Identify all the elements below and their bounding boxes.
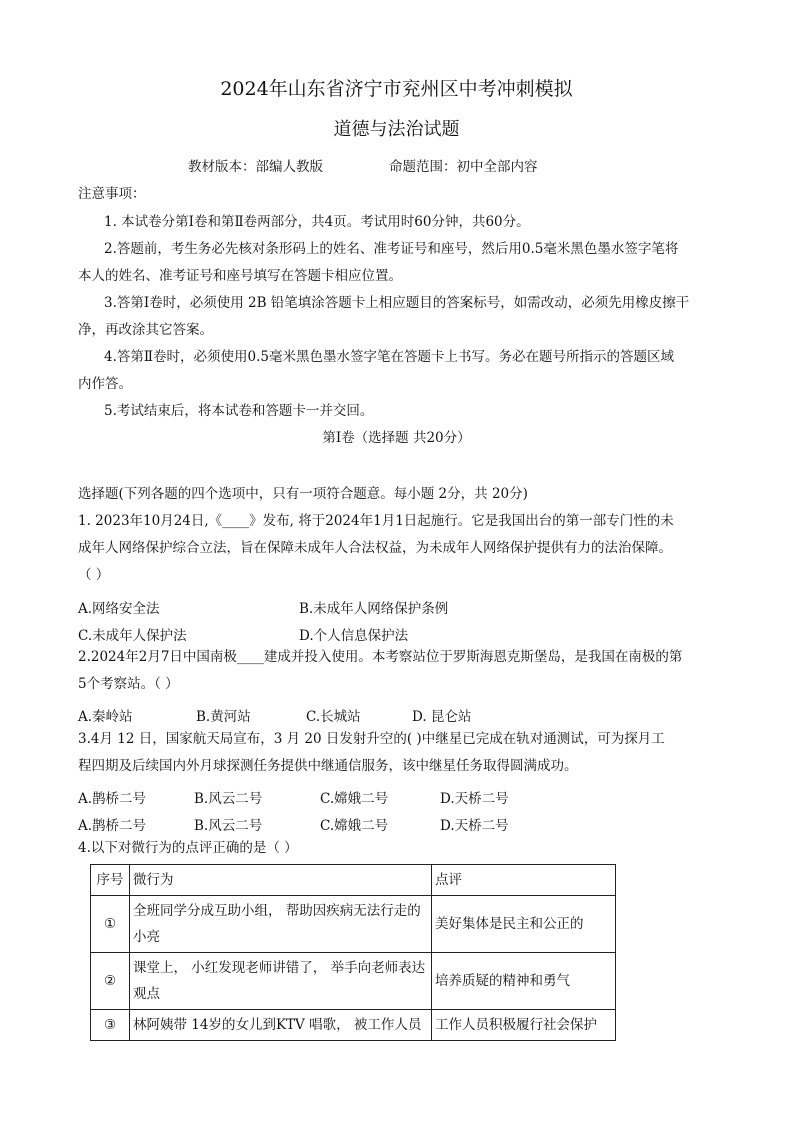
q3-option-b: B.风云二号 [194, 818, 263, 834]
q3-option-c: C.嫦娥二号 [320, 818, 389, 834]
row-number: ① [91, 896, 130, 953]
section-instruction: 选择题(下列各题的四个选项中，只有一项符合题意。每小题 2分，共 20分) [78, 486, 528, 502]
question-1-line: 1. 2023年10月24日,《____》发布, 将于2024年1月1日起施行。它是我国出台的第一部专门性的未 [78, 513, 674, 529]
exam-title: 2024年山东省济宁市兖州区中考冲刺模拟 [220, 78, 573, 100]
table-row [91, 896, 616, 953]
textbook-edition: 教材版本：部编人教版 [188, 159, 323, 175]
behavior-text: 全班同学分成互助小组， 帮助因疾病无法行走的小亮 [133, 903, 421, 945]
q3-option-c: C.嫦娥二号 [320, 791, 389, 807]
row-number: ③ [91, 1010, 130, 1041]
q2-option-d: D. 昆仑站 [412, 709, 472, 725]
q4-table [90, 864, 616, 1041]
section-title: 第Ⅰ卷（选择题 共20分） [322, 430, 471, 446]
q2-option-b: B.黄河站 [196, 709, 251, 725]
row-behavior: 林阿姨带 14岁的女儿到KTV 唱歌， 被工作人员 [130, 1010, 432, 1041]
question-2-line: 5个考察站。（ ） [78, 676, 179, 692]
row-comment: 培养质疑的精神和勇气 [432, 953, 616, 1010]
question-1-line: 成年人网络保护综合立法，旨在保障未成年人合法权益，为未成年人网络保护提供有力的法治保障。 [78, 540, 672, 556]
q3-option-d: D.天桥二号 [440, 818, 509, 834]
row-comment: 美好集体是民主和公正的 [432, 896, 616, 953]
table-row [91, 1010, 616, 1041]
q3-option-b: B.风云二号 [194, 791, 263, 807]
question-1-blank: （ ） [78, 567, 110, 583]
row-behavior [130, 896, 432, 953]
header-number: 序号 [91, 865, 130, 896]
exam-scope: 命题范围：初中全部内容 [389, 159, 538, 175]
q1-option-d: D.个人信息保护法 [299, 628, 409, 644]
row-comment: 工作人员积极履行社会保护 [432, 1010, 616, 1041]
table-row [91, 953, 616, 1010]
row-behavior [130, 953, 432, 1010]
exam-subtitle: 道德与法治试题 [333, 119, 460, 140]
note-item: 3.答第Ⅰ卷时，必须使用 2B 铅笔填涂答题卡上相应题目的答案标号，如需改动，必须先用橡皮擦干 [104, 295, 690, 311]
q2-option-a: A.秦岭站 [78, 709, 133, 725]
question-4-stem: 4.以下对微行为的点评正确的是（ ） [78, 840, 298, 856]
q3-option-a: A.鹊桥二号 [78, 791, 147, 807]
q1-option-a: A.网络安全法 [78, 601, 160, 617]
q1-option-b: B.未成年人网络保护条例 [299, 601, 449, 617]
question-2-line: 2.2024年2月7日中国南极____建成并投入使用。本考察站位于罗斯海恩克斯堡岛，是我国在南极的第 [78, 649, 683, 665]
header-behavior: 微行为 [130, 865, 432, 896]
question-3-line: 程四期及后续国内外月球探测任务提供中继通信服务，该中继星任务取得圆满成功。 [78, 758, 578, 774]
note-item: 5.考试结束后，将本试卷和答题卡一并交回。 [104, 403, 374, 419]
note-item: 4.答第Ⅱ卷时，必须使用0.5毫米黑色墨水签字笔在答题卡上书写。务必在题号所指示的答题区域 [104, 349, 675, 365]
q2-option-c: C.长城站 [306, 709, 361, 725]
question-3-line: 3.4月 12 日，国家航天局宣布，3 月 20 日发射升空的( )中继星已完成在轨对通测试，可为探月工 [78, 731, 665, 747]
q1-option-c: C.未成年人保护法 [78, 628, 187, 644]
header-comment: 点评 [432, 865, 616, 896]
note-item: 2.答题前，考生务必先核对条形码上的姓名、准考证号和座号，然后用0.5毫米黑色墨水签字笔将 [104, 241, 679, 257]
table-header-row [91, 865, 616, 896]
q3-option-d: D.天桥二号 [440, 791, 509, 807]
notes-heading: 注意事项： [78, 186, 146, 202]
q3-option-a: A.鹊桥二号 [78, 818, 147, 834]
note-item: 净，再改涂其它答案。 [78, 322, 213, 338]
note-item: 内作答。 [78, 376, 132, 392]
row-number: ② [91, 953, 130, 1010]
note-item: 1. 本试卷分第Ⅰ卷和第Ⅱ卷两部分，共4页。考试用时60分钟，共60分。 [104, 214, 530, 230]
behavior-text: 课堂上， 小红发现老师讲错了， 举手向老师表达观点 [133, 960, 426, 1002]
note-item: 本人的姓名、准考证号和座号填写在答题卡相应位置。 [78, 268, 402, 284]
